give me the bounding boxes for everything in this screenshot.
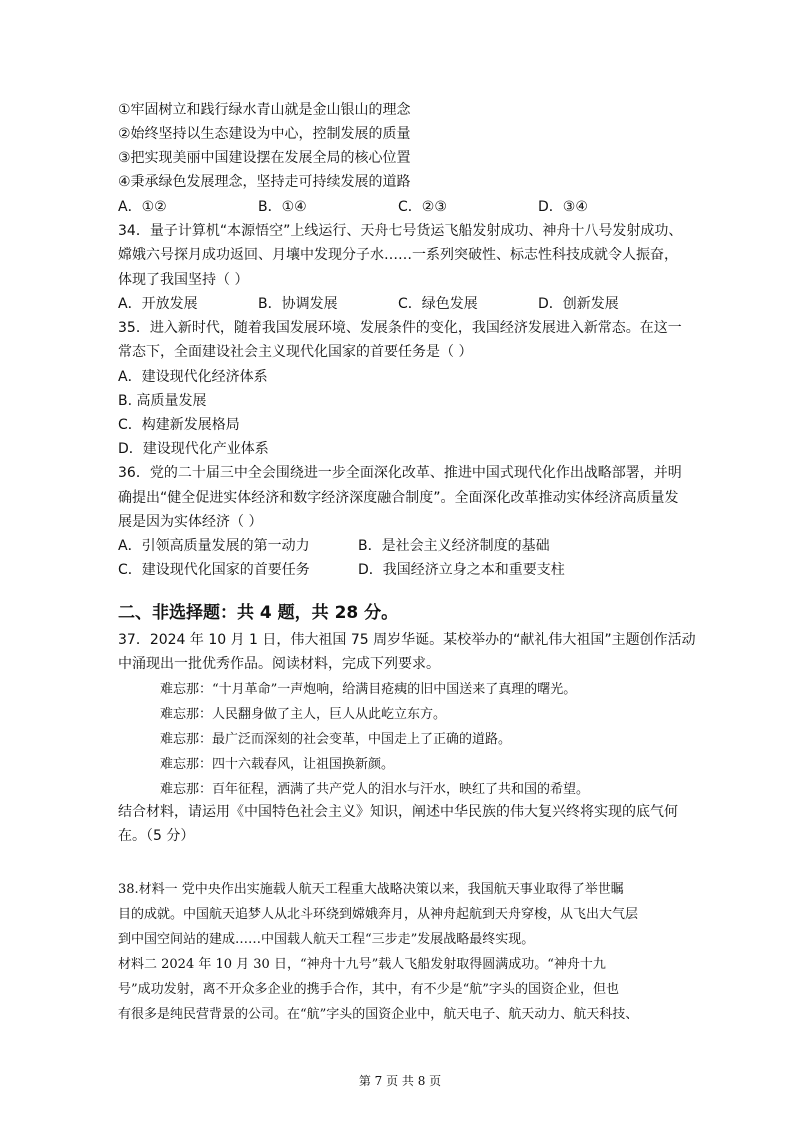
q34-line-1: 34．量子计算机“本源悟空”上线运行、天舟七号货运飞船发射成功、神舟十八号发射成功、 xyxy=(118,223,683,239)
q37-poem-line-1: 难忘那：“十月革命”一声炮响，给满目疮痍的旧中国送来了真理的曙光。 xyxy=(160,682,577,697)
q38-line-2: 目的成就。中国航天追梦人从北斗环绕到嫦娥奔月，从神舟起航到天舟穿梭，从飞出大气层 xyxy=(118,907,639,922)
q38-line-6: 有很多是纯民营背景的公司。在“航”字头的国资企业中，航天电子、航天动力、航天科技、 xyxy=(118,1007,639,1022)
q33-statement-3: ③把实现美丽中国建设摆在发展全局的核心位置 xyxy=(118,150,411,166)
q36-line-1: 36．党的二十届三中全会围绕进一步全面深化改革、推进中国式现代化作出战略部署，并明 xyxy=(118,465,682,481)
q33-option-b: B．①④ xyxy=(258,199,307,215)
q33-statement-1: ①牢固树立和践行绿水青山就是金山银山的理念 xyxy=(118,102,411,118)
q36-line-2: 确提出“健全促进实体经济和数字经济深度融合制度”。全面深化改革推动实体经济高质量发 xyxy=(118,490,679,506)
q36-option-b: B．是社会主义经济制度的基础 xyxy=(358,538,550,554)
q38-line-4: 材料二 2024 年 10 月 30 日，“神舟十九号”载人飞船发射取得圆满成功。“神舟十九 xyxy=(118,957,606,972)
q37-poem-line-3: 难忘那：最广泛而深刻的社会变革，中国走上了正确的道路。 xyxy=(160,732,512,747)
q34-option-d: D．创新发展 xyxy=(538,296,619,312)
q34-line-2: 嫦娥六号探月成功返回、月壤中发现分子水……一系列突破性、标志性科技成就令人振奋， xyxy=(118,247,678,263)
q34-line-3: 体现了我国坚持（ ） xyxy=(118,272,249,288)
q36-option-a: A．引领高质量发展的第一动力 xyxy=(118,538,310,554)
q37-task-line-1: 结合材料，请运用《中国特色社会主义》知识，阐述中华民族的伟大复兴终将实现的底气何 xyxy=(118,804,678,820)
q37-line-2: 中涌现出一批优秀作品。阅读材料，完成下列要求。 xyxy=(118,656,440,672)
q37-line-1: 37．2024 年 10 月 1 日，伟大祖国 75 周岁华诞。某校举办的“献礼伟大祖国”主题创作活动 xyxy=(118,632,696,648)
q35-line-1: 35．进入新时代，随着我国发展环境、发展条件的变化，我国经济发展进入新常态。在这一 xyxy=(118,320,682,336)
page-number: 第 7 页 共 8 页 xyxy=(358,1074,442,1088)
q38-line-5: 号”成功发射，离不开众多企业的携手合作，其中，有不少是“航”字头的国资企业，但也 xyxy=(118,982,619,997)
q36-option-d: D．我国经济立身之本和重要支柱 xyxy=(358,562,565,578)
q34-option-c: C．绿色发展 xyxy=(398,296,478,312)
q36-option-c: C．建设现代化国家的首要任务 xyxy=(118,562,310,578)
q34-option-b: B．协调发展 xyxy=(258,296,338,312)
q38-line-1: 38.材料一 党中央作出实施载人航天工程重大战略决策以来，我国航天事业取得了举世瞩 xyxy=(118,882,624,897)
q35-option-b: B. 高质量发展 xyxy=(118,393,207,409)
q38-line-3: 到中国空间站的建成……中国载人航天工程“三步走”发展战略最终实现。 xyxy=(118,932,535,947)
q33-option-d: D．③④ xyxy=(538,199,588,215)
q37-poem-line-2: 难忘那：人民翻身做了主人，巨人从此屹立东方。 xyxy=(160,707,447,722)
q33-option-a: A．①② xyxy=(118,199,167,215)
q37-poem-line-5: 难忘那：百年征程，洒满了共产党人的泪水与汗水，映红了共和国的希望。 xyxy=(160,782,590,797)
q33-statement-2: ②始终坚持以生态建设为中心，控制发展的质量 xyxy=(118,126,411,142)
q34-option-a: A．开放发展 xyxy=(118,296,198,312)
q37-poem-line-4: 难忘那：四十六载春风，让祖国换新颜。 xyxy=(160,757,395,772)
q33-option-c: C．②③ xyxy=(398,199,447,215)
section-2-title: 二、非选择题：共 4 题，共 28 分。 xyxy=(118,603,399,623)
q35-line-2: 常态下，全面建设社会主义现代化国家的首要任务是（ ） xyxy=(118,344,473,360)
q33-statement-4: ④秉承绿色发展理念，坚持走可持续发展的道路 xyxy=(118,174,411,190)
q37-task-line-2: 在。（5 分） xyxy=(118,828,195,844)
q35-option-a: A．建设现代化经济体系 xyxy=(118,369,268,385)
q36-line-3: 展是因为实体经济（ ） xyxy=(118,514,263,530)
q35-option-c: C．构建新发展格局 xyxy=(118,417,240,433)
q35-option-d: D．建设现代化产业体系 xyxy=(118,441,269,457)
